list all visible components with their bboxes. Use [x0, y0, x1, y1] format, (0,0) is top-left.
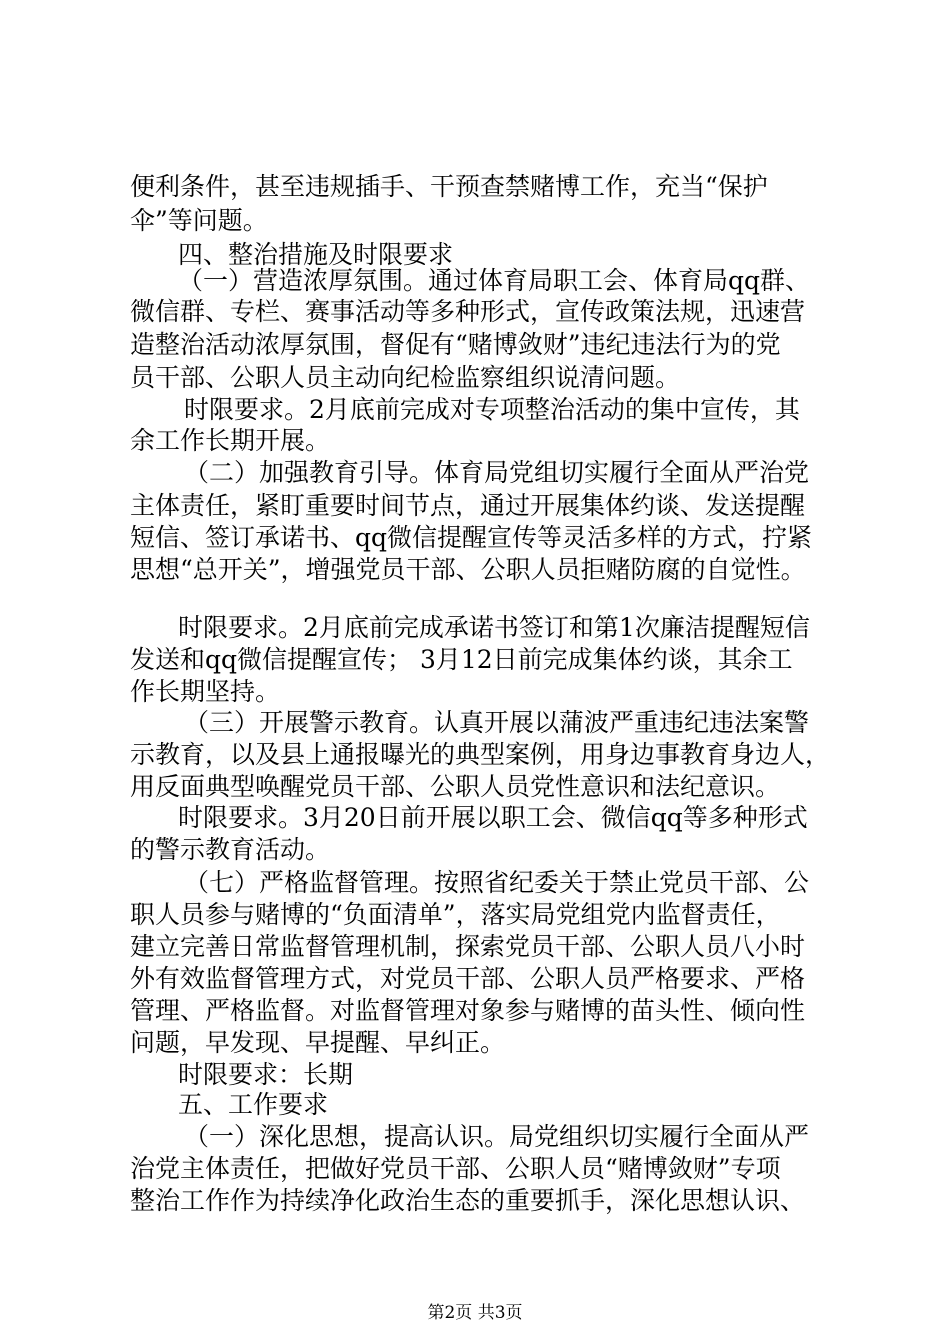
text-line: 建立完善日常监督管理机制，探索党员干部、公职人员八小时: [130, 932, 806, 961]
text-line: 微信群、专栏、赛事活动等多种形式，宣传政策法规，迅速营: [130, 297, 806, 326]
text-line: 员干部、公职人员主动向纪检监察组织说清问题。: [130, 363, 681, 392]
text-line: 治党主体责任，把做好党员干部、公职人员“赌博敛财”专项: [130, 1154, 781, 1183]
text-line: 整治工作作为持续净化政治生态的重要抓手，深化思想认识、: [130, 1186, 806, 1215]
text-line: 时限要求：长期: [178, 1060, 354, 1089]
text-line: 作长期坚持。: [130, 677, 281, 706]
text-line: 余工作长期开展。: [130, 426, 331, 455]
text-line: 示教育，以及县上通报曝光的典型案例，用身边事教育身边人，: [130, 740, 831, 769]
text-line: 管理、严格监督。对监督管理对象参与赌博的苗头性、倾向性: [130, 996, 806, 1025]
text-line: 时限要求。2月底前完成对专项整治活动的集中宣传，其: [184, 395, 800, 424]
text-line: 造整治活动浓厚氛围，督促有“赌博敛财”违纪违法行为的党: [130, 330, 781, 359]
text-line: 短信、签订承诺书、qq微信提醒宣传等灵活多样的方式，拧紧: [130, 523, 813, 552]
text-line: 伞”等问题。: [130, 206, 268, 235]
text-line: （一）深化思想，提高认识。局党组织切实履行全面从严: [184, 1122, 810, 1151]
text-line: 时限要求。2月底前完成承诺书签订和第1次廉洁提醒短信: [178, 613, 810, 642]
text-line: 问题，早发现、早提醒、早纠正。: [130, 1028, 506, 1057]
text-line: 思想“总开关”，增强党员干部、公职人员拒赌防腐的自觉性。: [130, 555, 806, 584]
text-line: 发送和qq微信提醒宣传； 3月12日前完成集体约谈，其余工: [130, 645, 793, 674]
text-line: 时限要求。3月20日前开展以职工会、微信qq等多种形式: [178, 803, 808, 832]
text-line: （三）开展警示教育。认真开展以蒲波严重违纪违法案警: [184, 708, 810, 737]
text-line: 便利条件，甚至违规插手、干预查禁赌博工作，充当“保护: [130, 172, 768, 201]
text-line: 的警示教育活动。: [130, 835, 331, 864]
text-line: （七）严格监督管理。按照省纪委关于禁止党员干部、公: [184, 868, 810, 897]
text-line: （二）加强教育引导。体育局党组切实履行全面从严治党: [184, 458, 810, 487]
text-line: 外有效监督管理方式，对党员干部、公职人员严格要求、严格: [130, 964, 806, 993]
page-number: 第2页 共3页: [427, 1303, 523, 1323]
section-heading: 四、整治措施及时限要求: [178, 240, 454, 269]
text-line: 用反面典型唤醒党员干部、公职人员党性意识和法纪意识。: [130, 772, 781, 801]
section-heading: 五、工作要求: [178, 1090, 329, 1119]
text-line: （一）营造浓厚氛围。通过体育局职工会、体育局qq群、: [178, 266, 811, 295]
text-line: 职人员参与赌博的“负面清单”，落实局党组党内监督责任，: [130, 900, 781, 929]
text-line: 主体责任，紧盯重要时间节点，通过开展集体约谈、发送提醒: [130, 491, 806, 520]
